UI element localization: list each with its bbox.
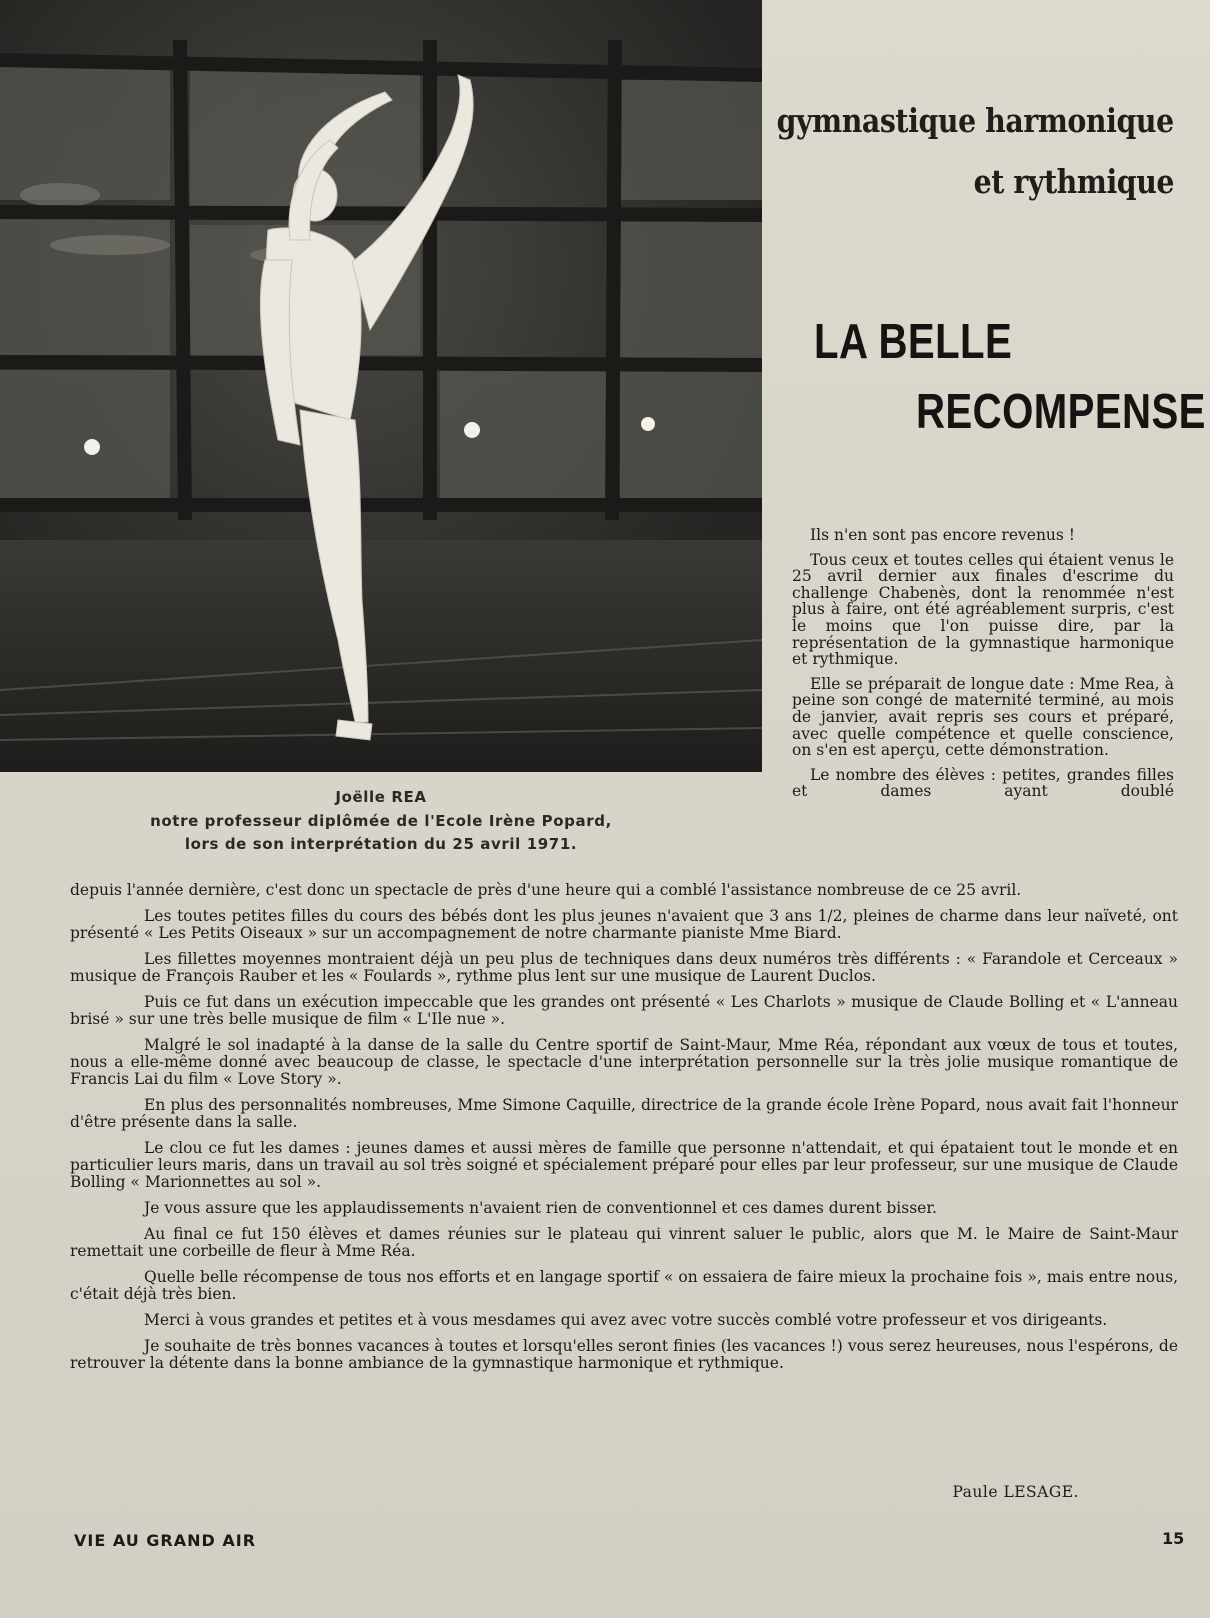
column-paragraph: Ils n'en sont pas encore revenus ! bbox=[810, 526, 1076, 544]
body-paragraph: Puis ce fut dans un exécution impeccable que les grandes ont présenté « Les Charlots » musique de Claude Bolling et « L'anneau brisé » sur une très belle musique de film « L'Ile nue ». bbox=[70, 993, 1178, 1028]
body-paragraph: Quelle belle récompense de tous nos efforts et en langage sportif « on essaiera de faire mieux la prochaine fois », mais entre nous, c'était déjà très bien. bbox=[70, 1268, 1178, 1303]
column-paragraph: Elle se préparait de longue date : Mme Rea, à peine son congé de maternité terminé, au mois de janvier, avait repris ses cours et préparé, avec quelle compétence et quelle conscience, on s'en est aperçu, cette démonstration. bbox=[792, 674, 1174, 760]
section-title-line2: et rythmique bbox=[973, 162, 1174, 201]
article-column bbox=[792, 527, 1174, 808]
body-paragraph: Je vous assure que les applaudissements n'avaient rien de conventionnel et ces dames durent bisser. bbox=[144, 1199, 937, 1217]
body-paragraph: Je souhaite de très bonnes vacances à toutes et lorsqu'elles seront finies (les vacances !) vous serez heureuses, nous l'espérons, de retrouver la détente dans la bonne ambiance de la gymnastique harmonique et rythmique. bbox=[70, 1337, 1178, 1372]
headline-line2: RECOMPENSE bbox=[916, 385, 1206, 439]
body-paragraph: Merci à vous grandes et petites et à vous mesdames qui avez avec votre succès comblé votre professeur et vos dirigeants. bbox=[144, 1311, 1108, 1329]
body-paragraph: Au final ce fut 150 élèves et dames réunies sur le plateau qui vinrent saluer le public, alors que M. le Maire de Saint-Maur remettait une corbeille de fleur à Mme Réa. bbox=[70, 1225, 1178, 1260]
section-title-line1: gymnastique harmonique bbox=[776, 101, 1174, 140]
author-signature: Paule LESAGE. bbox=[952, 1483, 1079, 1501]
body-paragraph: depuis l'année dernière, c'est donc un spectacle de près d'une heure qui a comblé l'assistance nombreuse de ce 25 avril. bbox=[70, 881, 1022, 899]
article-body bbox=[70, 882, 1178, 1381]
column-paragraph: Le nombre des élèves : petites, grandes filles et dames ayant doublé bbox=[792, 765, 1174, 801]
column-paragraph: Tous ceux et toutes celles qui étaient venus le 25 avril dernier aux finales d'escrime du challenge Chabenès, dont la renommée n'est plus à faire, ont été agréablement surpris, c'est le moins que l'on puisse dire, par la représentation de la gymnastique harmonique et rythmique. bbox=[792, 550, 1174, 669]
page-number: 15 bbox=[1162, 1529, 1185, 1548]
caption-line2: notre professeur diplômée de l'Ecole Irène Popard, bbox=[150, 812, 612, 830]
body-paragraph: Les toutes petites filles du cours des bébés dont les plus jeunes n'avaient que 3 ans 1/2, pleines de charme dans leur naïveté, ont présenté « Les Petits Oiseaux » sur un accompagnement de notre charmante pianiste Mme Biard. bbox=[70, 907, 1178, 942]
magazine-name: VIE AU GRAND AIR bbox=[74, 1531, 257, 1550]
body-paragraph: En plus des personnalités nombreuses, Mme Simone Caquille, directrice de la grande école Irène Popard, nous avait fait l'honneur d'être présente dans la salle. bbox=[70, 1096, 1178, 1131]
caption-name: Joëlle REA bbox=[335, 788, 427, 806]
dancer-photo bbox=[0, 0, 762, 772]
body-paragraph: Le clou ce fut les dames : jeunes dames et aussi mères de famille que personne n'attendait, et qui épataient tout le monde et en particulier leurs maris, dans un travail au sol très soigné et spécialement préparé pour elles par leur professeur, sur une musique de Claude Bolling « Marionnettes au sol ». bbox=[70, 1139, 1178, 1191]
headline-line1: LA BELLE bbox=[814, 315, 1013, 369]
caption-line3: lors de son interprétation du 25 avril 1971. bbox=[184, 835, 578, 853]
body-paragraph: Les fillettes moyennes montraient déjà un peu plus de techniques dans deux numéros très différents : « Farandole et Cerceaux » musique de François Rauber et les « Foulards », rythme plus lent sur une musique de Laurent Duclos. bbox=[70, 950, 1178, 985]
body-paragraph: Malgré le sol inadapté à la danse de la salle du Centre sportif de Saint-Maur, Mme Réa, répondant aux vœux de tous et toutes, nous a elle-même donné avec beaucoup de classe, le spectacle d'une interprétation personnelle sur la très jolie musique romantique de Francis Lai du film « Love Story ». bbox=[70, 1036, 1178, 1088]
